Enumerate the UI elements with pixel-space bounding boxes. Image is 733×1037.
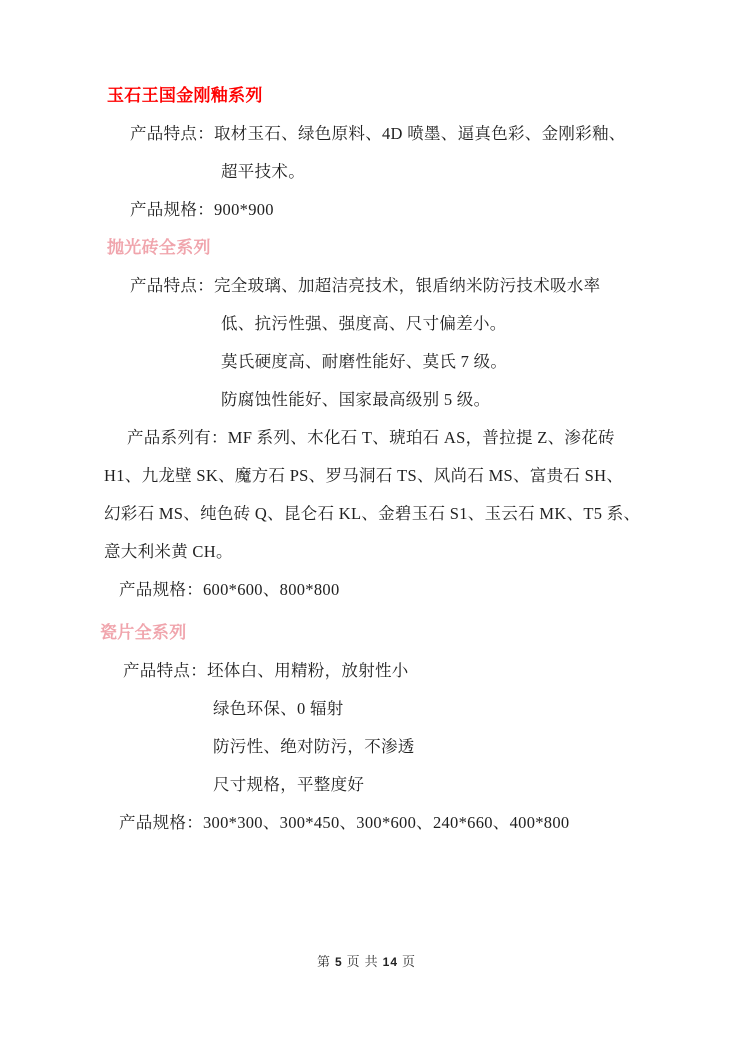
paragraph-line-features: 产品特点：取材玉石、绿色原料、4D 喷墨、逼真色彩、金刚彩釉、 (130, 124, 626, 143)
footer-page-number: 5 (334, 955, 343, 969)
paragraph-line-series-cont: 意大利米黄 CH。 (104, 542, 233, 561)
paragraph-line-features: 产品特点：坯体白、用精粉，放射性小 (123, 661, 409, 680)
paragraph-line-features-cont: 尺寸规格，平整度好 (213, 775, 365, 794)
paragraph-line-features-cont: 超平技术。 (221, 162, 305, 181)
paragraph-line-features-cont: 防污性、绝对防污，不渗透 (213, 737, 415, 756)
footer-total-pages: 14 (382, 955, 399, 969)
paragraph-line-series-cont: H1、九龙壁 SK、魔方石 PS、罗马洞石 TS、风尚石 MS、富贵石 SH、 (104, 466, 624, 485)
section-heading-ceramic-sheet: 瓷片全系列 (100, 623, 187, 642)
footer-prefix: 第 (316, 954, 331, 969)
footer-middle-1: 页 (346, 954, 361, 969)
paragraph-line-specs: 产品规格：900*900 (130, 200, 274, 219)
footer-suffix: 页 (402, 954, 417, 969)
paragraph-line-features-cont: 莫氏硬度高、耐磨性能好、莫氏 7 级。 (221, 352, 508, 371)
section-heading-polished-tile: 抛光砖全系列 (107, 238, 211, 257)
paragraph-line-features-cont: 低、抗污性强、强度高、尺寸偏差小。 (221, 314, 507, 333)
paragraph-line-features: 产品特点：完全玻璃、加超洁亮技术，银盾纳米防污技术吸水率 (130, 276, 601, 295)
paragraph-line-features-cont: 绿色环保、0 辐射 (213, 699, 344, 718)
page-footer (0, 951, 733, 970)
paragraph-line-series-cont: 幻彩石 MS、纯色砖 Q、昆仑石 KL、金碧玉石 S1、玉云石 MK、T5 系、 (104, 504, 641, 523)
paragraph-line-features-cont: 防腐蚀性能好、国家最高级别 5 级。 (221, 390, 491, 409)
paragraph-line-series: 产品系列有：MF 系列、木化石 T、琥珀石 AS，普拉提 Z、渗花砖 (127, 428, 615, 447)
paragraph-line-specs: 产品规格：300*300、300*450、300*600、240*660、400*800 (119, 813, 570, 832)
paragraph-line-specs: 产品规格：600*600、800*800 (119, 580, 340, 599)
section-heading-jade-kingdom: 玉石王国金刚釉系列 (107, 86, 263, 105)
footer-middle-2: 共 (364, 954, 379, 969)
